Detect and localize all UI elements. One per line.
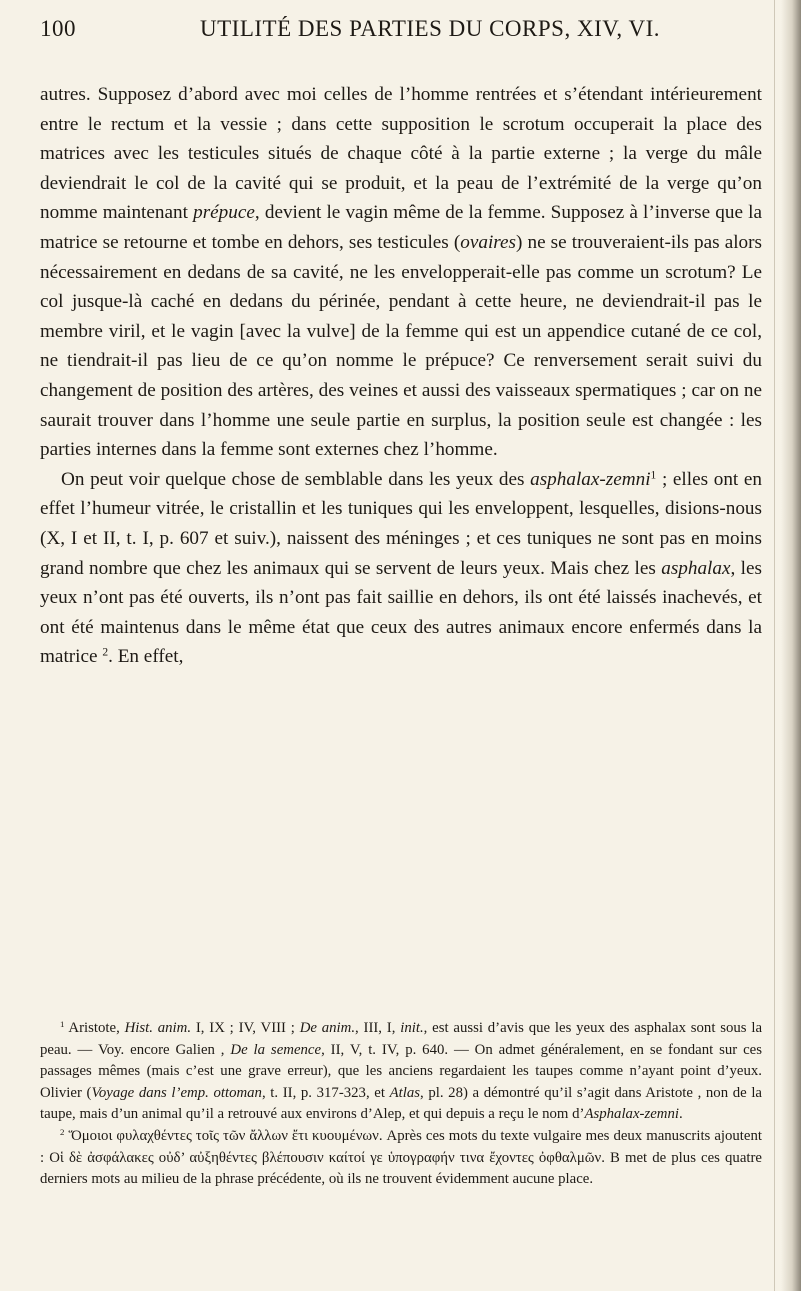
italic-text: asphalax bbox=[661, 557, 731, 579]
italic-text: prépuce bbox=[193, 202, 255, 224]
note-reference: 2 bbox=[60, 1127, 65, 1138]
text-run: , II, V, t. IV, p. 640. — On admet généralement, en se fondant sur ces passages mêmes (mais c’est une grave erreur), que les anciens regardaient les taupes comme n’ayant point d’yeux. Olivier ( bbox=[40, 1041, 762, 1101]
text-run: Aristote, bbox=[64, 1020, 125, 1036]
page-edge-line bbox=[774, 0, 775, 1291]
italic-text: De anim. bbox=[299, 1020, 356, 1036]
text-run: On peut voir quelque chose de semblable dans les yeux des bbox=[61, 468, 531, 490]
note-reference: 1 bbox=[60, 1019, 65, 1030]
note-reference: 2 bbox=[102, 646, 109, 659]
text-run: ) ne se trouveraient-ils pas alors nécessairement en dedans de sa cavité, ne les envelopperait-elle pas comme un scrotum? Le col jusque-là caché en dedans du périnée, pendant à cette heure, ne deviendrait-il pas le membre viril, et le vagin [avec la vulve] de la femme qui est un appendice cutané de ce col, ne tiendrait-il pas lieu de ce qu’on nomme le prépuce? Ce renversement serait suivi du changement de position des artères, des veines et aussi des vaisseaux spermatiques ; car on ne saurait trouver dans l’homme une seule partie en surplus, la position seule est changée : les parties internes dans la femme sont externes chez l’homme. bbox=[40, 231, 762, 461]
text-run: autres. Supposez d’abord avec moi celles de l’homme rentrées et s’étendant intérieurement entre le rectum et la vessie ; dans cette supposition le scrotum occuperait la place des matrices avec les testicules situés de chaque côté à la partie externe ; la verge du mâle deviendrait le col de la cavité qui se produit, et la peau de l’extrémité de la verge qu’on nomme maintenant bbox=[40, 84, 762, 224]
text-run: . En effet, bbox=[108, 646, 184, 668]
text-run: , t. II, p. 317-323, et bbox=[261, 1084, 390, 1101]
paragraph-2 bbox=[40, 465, 762, 672]
italic-text: Asphalax-zemni bbox=[584, 1106, 679, 1123]
running-header bbox=[40, 16, 760, 50]
running-title: UTILITÉ DES PARTIES DU CORPS, XIV, VI. bbox=[200, 16, 660, 41]
text-run: , devient le vagin même de la femme. Supposez à l’inverse que la matrice se retourne et tombe en dehors, ses testicules ( bbox=[40, 202, 762, 253]
footnote-1 bbox=[40, 1018, 762, 1126]
text-run: , les yeux n’ont pas été ouverts, ils n’ont pas fait saillie en dehors, ils ont été laissés inachevés, et ont été maintenus dans le même état que ceux des autres animaux encore enfermés dans la matrice bbox=[40, 557, 762, 668]
text-run: Ὅμοιοι φυλαχθέντες τοῖς τῶν ἄλλων ἔτι κυουμένων. Après ces mots du texte vulgaire mes deux manuscrits ajoutent : Οἱ δὲ ἀσφάλακες οὐδ’ αὐξηθέντες βλέπουσιν καίτοί γε ὑπογραφήν τινα ἔχοντες ὀφθαλμῶν. B met de plus ces quatre derniers mots au milieu de la phrase précédente, où ils ne trouvent évidemment aucune place. bbox=[40, 1127, 762, 1188]
page-spine-shadow bbox=[781, 0, 801, 1291]
italic-text: Atlas bbox=[389, 1084, 421, 1101]
main-text bbox=[40, 80, 762, 672]
text-run: , III, I, bbox=[355, 1020, 401, 1036]
italic-text: ovaires bbox=[460, 231, 517, 253]
footnotes bbox=[40, 1018, 762, 1191]
italic-text: De la semence bbox=[230, 1041, 322, 1058]
text-run: I, IX ; IV, VIII ; bbox=[191, 1020, 300, 1036]
page-number: 100 bbox=[40, 16, 76, 41]
text-run: . bbox=[678, 1106, 683, 1123]
italic-text: init. bbox=[400, 1020, 424, 1036]
text-run: ; elles ont en effet l’humeur vitrée, le cristallin et les tuniques qui les enveloppent, lesquelles, disions-nous (X, I et II, t. I, p. 607 et suiv.), naissent des méninges ; et ces tuniques ne sont pas en moins grand nombre que chez les animaux qui se servent de leurs yeux. Mais chez les bbox=[40, 468, 762, 579]
note-reference: 1 bbox=[650, 469, 657, 482]
text-run: , est aussi d’avis que les yeux des asphalax sont sous la peau. — Voy. encore Galien , bbox=[40, 1020, 763, 1058]
italic-text: Hist. anim. bbox=[124, 1020, 192, 1036]
italic-text: Voyage dans l’emp. ottoman bbox=[91, 1084, 262, 1101]
footnote-2 bbox=[40, 1126, 762, 1191]
italic-text: asphalax-zemni bbox=[530, 468, 651, 490]
paragraph-1 bbox=[40, 80, 762, 465]
text-run: , pl. 28) a démontré qu’il s’agit dans Aristote , non de la taupe, mais d’un animal qu’il a retrouvé aux environs d’Alep, et qui depuis a reçu le nom d’ bbox=[40, 1084, 762, 1123]
